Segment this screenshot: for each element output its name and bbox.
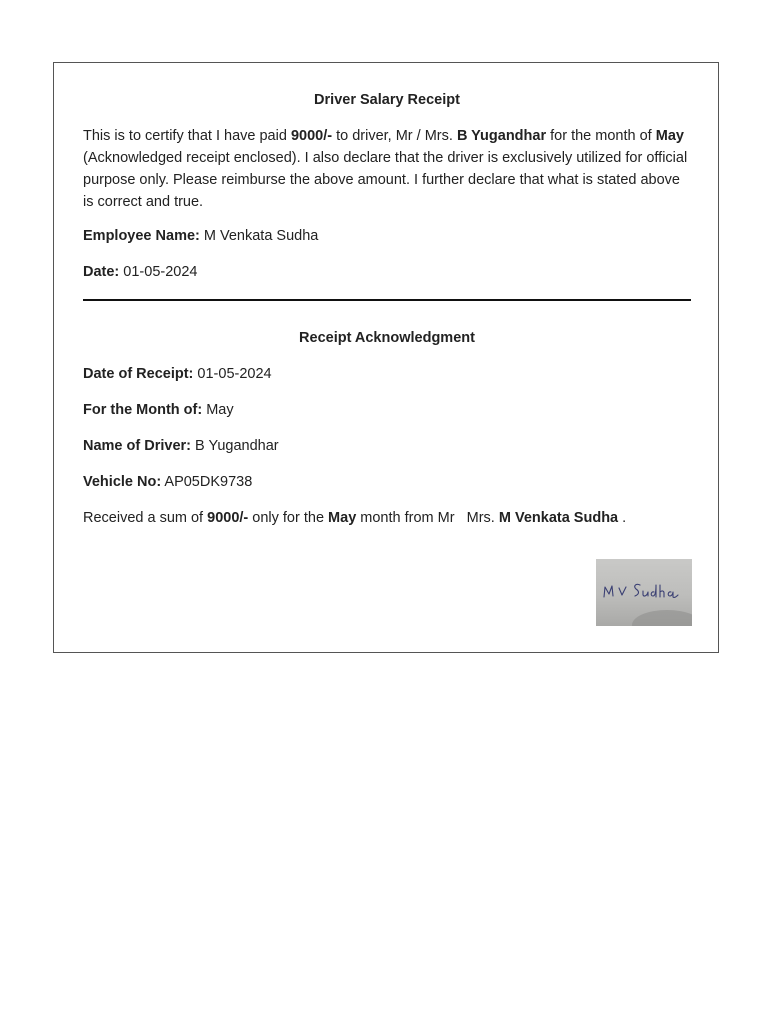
vehicle-number-value: AP05DK9738 bbox=[161, 474, 253, 490]
certify-text-3: for the month of bbox=[546, 128, 656, 144]
month-field bbox=[83, 401, 691, 419]
acknowledgment-title: Receipt Acknowledgment bbox=[299, 330, 475, 346]
handwritten-signature bbox=[596, 559, 692, 626]
certify-month: May bbox=[655, 128, 684, 144]
receipt-date-label: Date: bbox=[83, 264, 120, 280]
received-month: May bbox=[328, 510, 357, 526]
certify-text-4: (Acknowledged receipt enclosed). I also declare that the driver is exclusively utilized for official purpose only. Please reimburse the above amount. I further declare that what is stated above is correct and true. bbox=[83, 150, 688, 210]
employee-name-field bbox=[83, 227, 691, 245]
receipt-title: Driver Salary Receipt bbox=[314, 92, 460, 108]
vehicle-number-field bbox=[83, 473, 691, 491]
certify-driver-name: B Yugandhar bbox=[456, 128, 547, 144]
receipt-date-value: 01-05-2024 bbox=[119, 264, 198, 280]
received-text-4: . bbox=[618, 510, 627, 526]
certify-text-2: to driver, Mr / Mrs. bbox=[332, 128, 457, 144]
vehicle-number-label: Vehicle No: bbox=[83, 474, 162, 490]
received-amount: 9000/- bbox=[207, 510, 249, 526]
month-value: May bbox=[202, 402, 234, 418]
signature-image bbox=[596, 559, 692, 626]
section-divider bbox=[83, 299, 691, 301]
certify-text-1: This is to certify that I have paid bbox=[83, 128, 291, 144]
certification-paragraph bbox=[83, 125, 691, 213]
received-statement bbox=[83, 509, 691, 527]
received-text-1: Received a sum of bbox=[83, 510, 208, 526]
driver-name-label: Name of Driver: bbox=[83, 438, 191, 454]
received-text-2: only for the bbox=[248, 510, 329, 526]
month-label: For the Month of: bbox=[83, 402, 203, 418]
date-of-receipt-label: Date of Receipt: bbox=[83, 366, 194, 382]
received-text-3: month from Mr Mrs. bbox=[356, 510, 499, 526]
date-of-receipt-value: 01-05-2024 bbox=[193, 366, 272, 382]
date-of-receipt-field bbox=[83, 365, 691, 383]
received-from-name: M Venkata Sudha bbox=[498, 510, 619, 526]
salary-receipt-document bbox=[53, 62, 719, 653]
receipt-content bbox=[83, 91, 691, 545]
receipt-date-field bbox=[83, 263, 691, 281]
driver-name-value: B Yugandhar bbox=[190, 438, 279, 454]
certify-amount: 9000/- bbox=[290, 128, 333, 144]
driver-name-field bbox=[83, 437, 691, 455]
employee-name-value: M Venkata Sudha bbox=[199, 228, 319, 244]
employee-name-label: Employee Name: bbox=[83, 228, 200, 244]
